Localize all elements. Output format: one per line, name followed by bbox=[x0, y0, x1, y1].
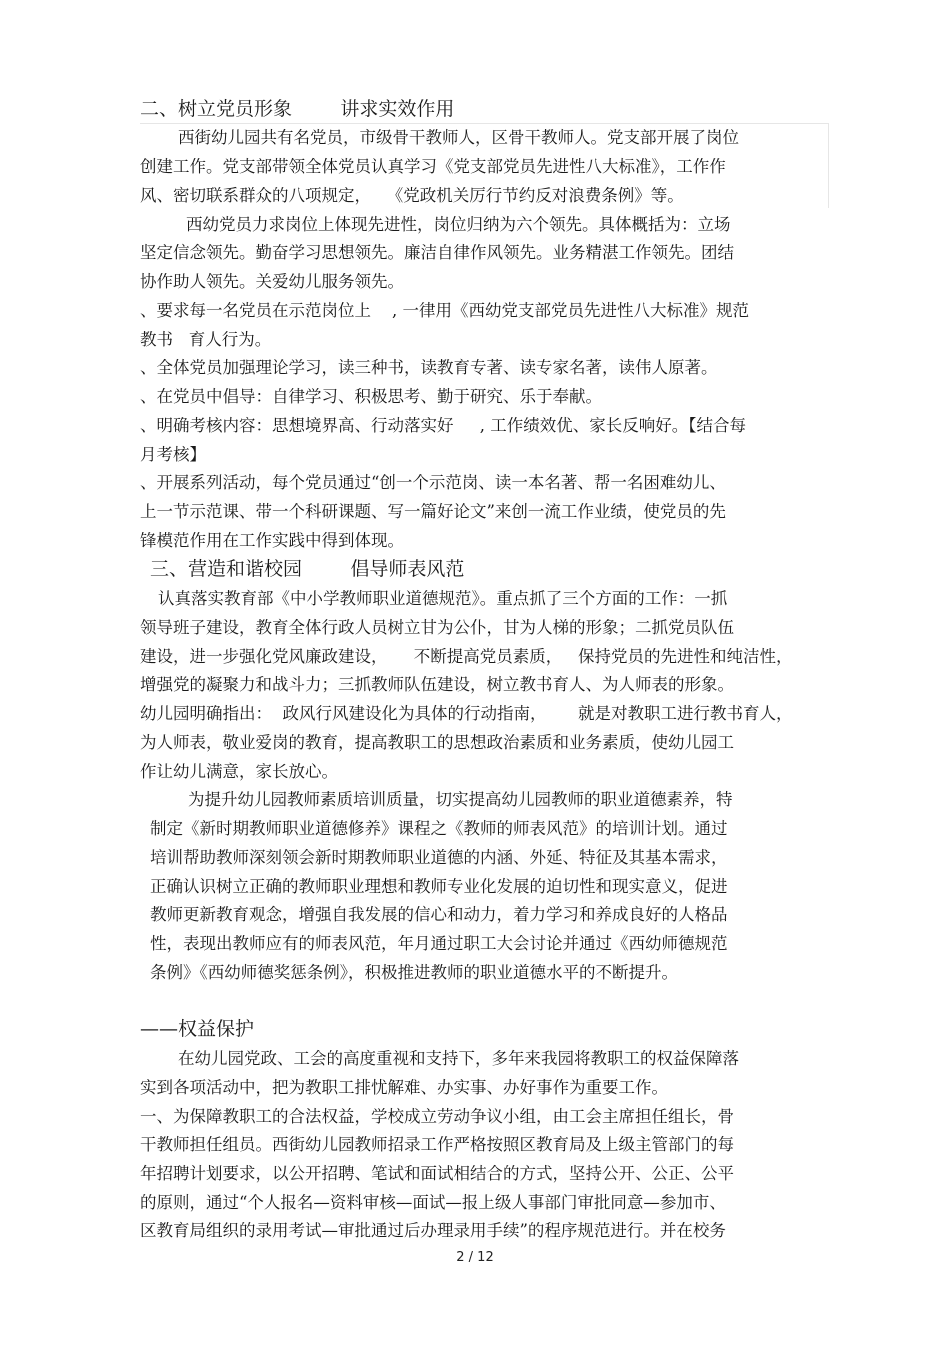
paragraph-line: 西幼党员力求岗位上体现先进性，岗位归纳为六个领先。具体概括为：立场 bbox=[186, 215, 731, 234]
paragraph-line: 、开展系列活动，每个党员通过“创一个示范岗、读一本名著、帮一名困难幼儿、 bbox=[140, 473, 726, 492]
paragraph-line: 西街幼儿园共有名党员，市级骨干教师人，区骨干教师人。党支部开展了岗位 bbox=[178, 128, 739, 147]
paragraph-line: 的原则，通过“个人报名—资料审核—面试—报上级人事部门审批同意—参加市、 bbox=[140, 1193, 726, 1212]
paragraph-line: 、要求每一名党员在示范岗位上 , 一律用《西幼党支部党员先进性八大标准》规范 bbox=[140, 301, 749, 320]
paragraph-line: 为人师表，敬业爱岗的教育，提高教职工的思想政治素质和业务素质，使幼儿园工 bbox=[140, 733, 734, 752]
paragraph-line: 、明确考核内容：思想境界高、行动落实好 , 工作绩效优、家长反响好。【结合每 bbox=[140, 416, 746, 435]
section-heading-4: ——权益保护 bbox=[140, 1018, 255, 1040]
paragraph-line: 锋模范作用在工作实践中得到体现。 bbox=[140, 531, 404, 550]
section-heading-3: 三、营造和谐校园 倡导师表风范 bbox=[150, 558, 465, 580]
paragraph-line: 为提升幼儿园教师素质培训质量，切实提高幼儿园教师的职业道德素养，特 bbox=[188, 790, 733, 809]
paragraph-line: 风、密切联系群众的八项规定， 《党政机关厉行节约反对浪费条例》等。 bbox=[140, 186, 684, 205]
paragraph-line: 制定《新时期教师职业道德修养》课程之《教师的师表风范》的培训计划。通过 bbox=[150, 819, 728, 838]
paragraph-line: 月考核】 bbox=[140, 445, 206, 464]
paragraph-line: 、在党员中倡导：自律学习、积极思考、勤于研究、乐于奉献。 bbox=[140, 387, 602, 406]
paragraph-line: 创建工作。党支部带领全体党员认真学习《党支部党员先进性八大标准》，工作作 bbox=[140, 157, 726, 176]
paragraph-line: 区教育局组织的录用考试—审批通过后办理录用手续”的程序规范进行。并在校务 bbox=[140, 1221, 726, 1240]
paragraph-line: 认真落实教育部《中小学教师职业道德规范》。重点抓了三个方面的工作：一抓 bbox=[158, 589, 728, 608]
paragraph-line: 正确认识树立正确的教师职业理想和教师专业化发展的迫切性和现实意义，促进 bbox=[150, 877, 728, 896]
paragraph-line: 培训帮助教师深刻领会新时期教师职业道德的内涵、外延、特征及其基本需求， bbox=[150, 848, 728, 867]
page-number: 2 / 12 bbox=[456, 1250, 494, 1265]
paragraph-line: 作让幼儿满意，家长放心。 bbox=[140, 762, 338, 781]
paragraph-line: 、全体党员加强理论学习，读三种书，读教育专著、读专家名著，读伟人原著。 bbox=[140, 358, 718, 377]
paragraph-line: 领导班子建设，教育全体行政人员树立甘为公仆，甘为人梯的形象；二抓党员队伍 bbox=[140, 618, 734, 637]
paragraph-line: 条例》《西幼师德奖惩条例》，积极推进教师的职业道德水平的不断提升。 bbox=[150, 963, 678, 982]
paragraph-line: 一、为保障教职工的合法权益，学校成立劳动争议小组，由工会主席担任组长，骨 bbox=[140, 1107, 734, 1126]
section-heading-2: 二、树立党员形象 讲求实效作用 bbox=[140, 98, 455, 120]
paragraph-line: 干教师担任组员。西街幼儿园教师招录工作严格按照区教育局及上级主管部门的每 bbox=[140, 1135, 734, 1154]
paragraph-line: 年招聘计划要求，以公开招聘、笔试和面试相结合的方式，坚持公开、公正、公平 bbox=[140, 1164, 734, 1183]
paragraph-line: 实到各项活动中，把为教职工排忧解难、办实事、办好事作为重要工作。 bbox=[140, 1078, 668, 1097]
paragraph-line: 教书 育人行为。 bbox=[140, 330, 272, 349]
paragraph-line: 增强党的凝聚力和战斗力；三抓教师队伍建设，树立教书育人、为人师表的形象。 bbox=[140, 675, 734, 694]
paragraph-line: 协作助人领先。关爱幼儿服务领先。 bbox=[140, 272, 404, 291]
paragraph-line: 建设，进一步强化党风廉政建设， 不断提高党员素质， 保持党员的先进性和纯洁性， bbox=[140, 647, 793, 666]
paragraph-line: 性，表现出教师应有的师表风范，年月通过职工大会讨论并通过《西幼师德规范 bbox=[150, 934, 728, 953]
paragraph-line: 教师更新教育观念，增强自我发展的信心和动力，着力学习和养成良好的人格品 bbox=[150, 905, 728, 924]
paragraph-line: 幼儿园明确指出： 政风行风建设化为具体的行动指南， 就是对教职工进行教书育人， bbox=[140, 704, 793, 723]
paragraph-line: 上一节示范课、带一个科研课题、写一篇好论文”来创一流工作业绩，使党员的先 bbox=[140, 502, 726, 521]
paragraph-line: 在幼儿园党政、工会的高度重视和支持下，多年来我园将教职工的权益保障落 bbox=[178, 1049, 739, 1068]
paragraph-line: 坚定信念领先。勤奋学习思想领先。廉洁自律作风领先。业务精湛工作领先。团结 bbox=[140, 243, 734, 262]
